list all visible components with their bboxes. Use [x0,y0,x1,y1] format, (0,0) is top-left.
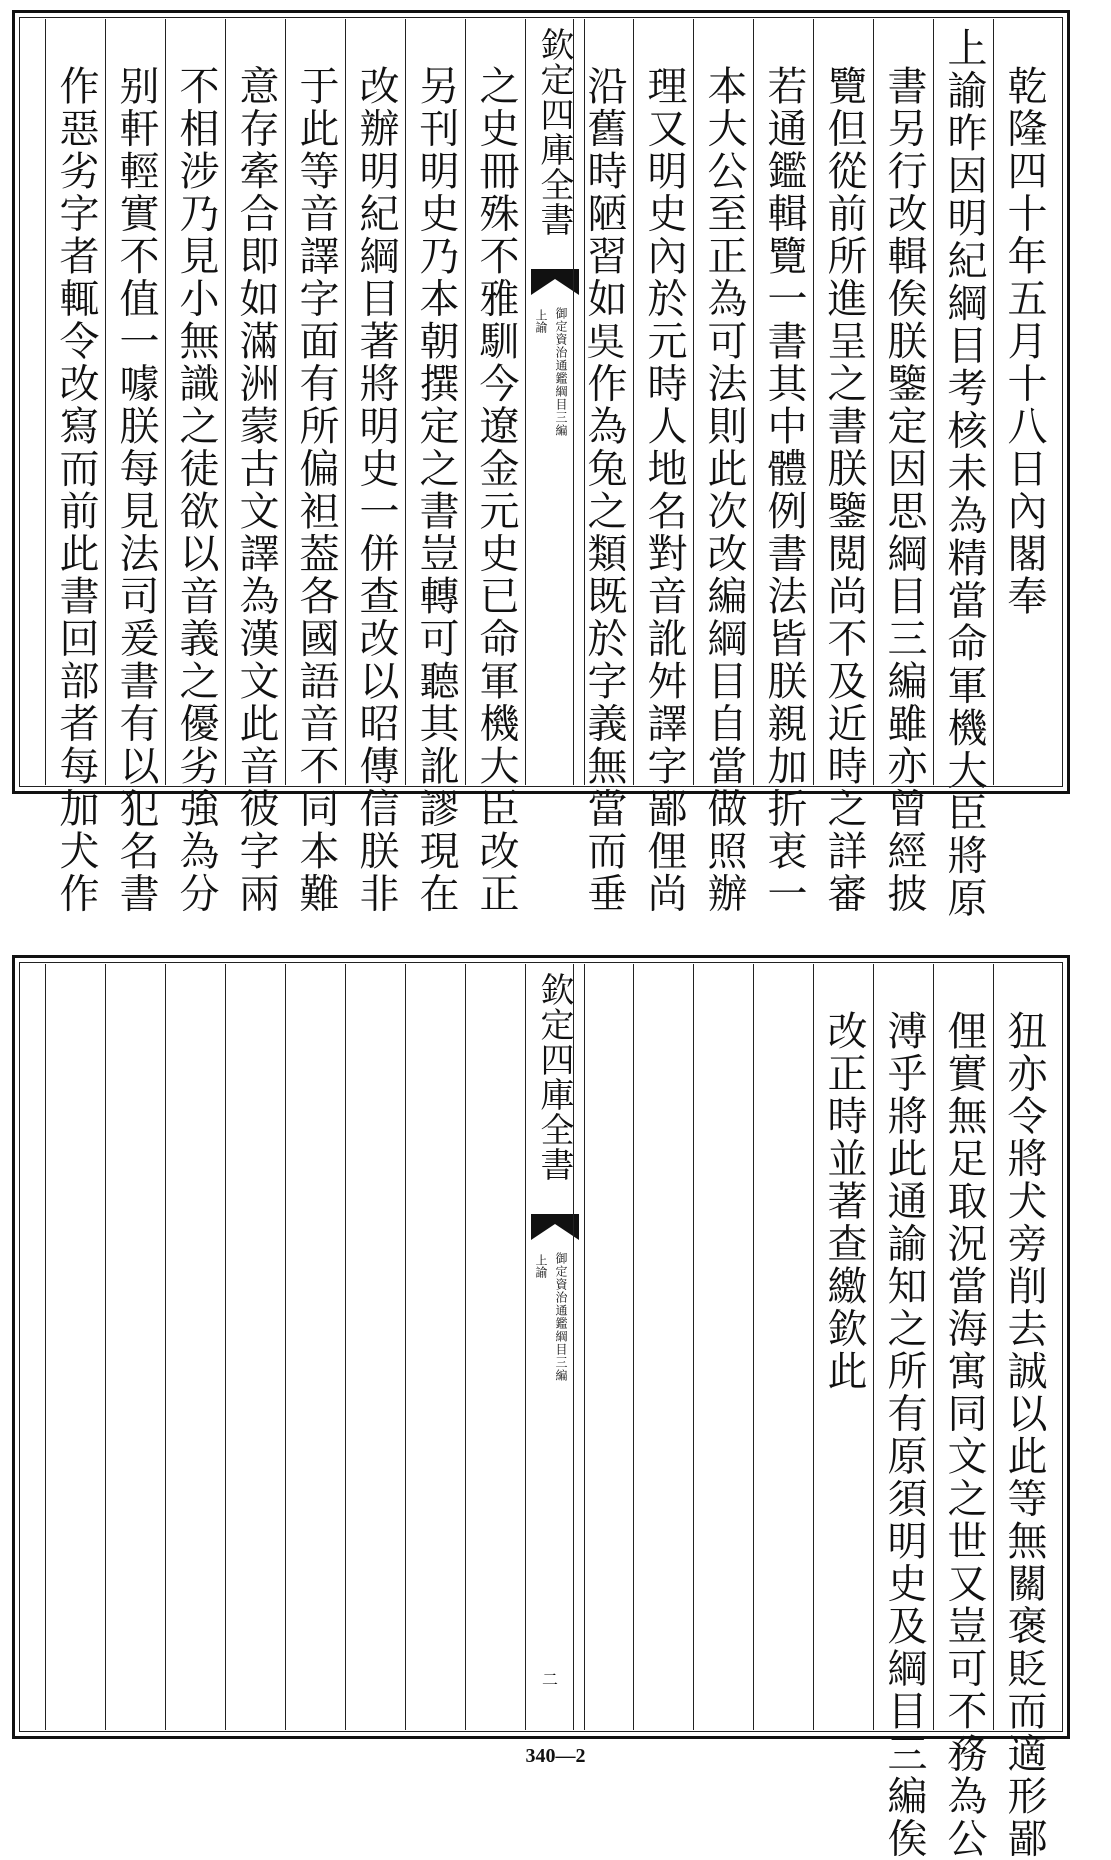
text-column [993,19,1053,785]
text-column [345,19,405,915]
book-title: 欽定四庫全書 [534,27,574,237]
column-text: 改正時並著查繳欽此 [821,1010,867,1393]
text-column [45,19,105,915]
column-text: 作惡劣字者輒令改寫而前此書回部者每加犬作 [53,65,99,915]
text-column [753,964,813,1730]
column-text: 上諭昨因明紀綱目考核未為精當命軍機大臣將原 [941,27,987,920]
text-column [813,964,873,1730]
text-column [633,19,693,915]
text-column [933,19,993,920]
text-column [633,964,693,1730]
column-text: 若通鑑輯覽一書其中體例書法皆朕親加折衷一 [761,65,807,915]
column-text: 書另行改輯俟朕鑒定因思綱目三編雖亦曾經披 [881,65,927,915]
page-number: 340—2 [525,1745,586,1767]
text-column [465,19,525,915]
text-column [465,964,525,1730]
section-label: 上諭 [534,1254,548,1278]
text-column [573,964,633,1730]
column-text: 改辦明紀綱目著將明史一併查改以昭傳信朕非 [353,65,399,915]
column-text: 沿舊時陋習如𣅳作為兔之類既於字義無當而垂 [581,65,627,915]
text-column [753,19,813,915]
column-text: 别軒輕實不值一噱朕每見法司爰書有以犯名書 [113,65,159,915]
work-title: 御定資治通鑑綱目三編 [554,1252,568,1382]
column-text: 俚實無足取況當海寓同文之世又豈可不務為公 [941,1010,987,1860]
text-column [813,19,873,915]
text-column [873,964,933,1860]
text-column [873,19,933,915]
text-column [405,19,465,915]
column-text: 溥乎將此通諭知之所有原須明史及綱目三編俟 [881,1010,927,1860]
column-text: 于此等音譯字面有所偏袒葢各國語音不同本難 [293,65,339,915]
column-text: 覽但從前所進呈之書朕鑒閲尚不及近時之詳審 [821,65,867,915]
fishtail-mark-icon [531,269,579,295]
text-column [45,964,105,1730]
text-column [993,964,1053,1860]
book-title: 欽定四庫全書 [534,972,574,1182]
text-column [405,964,465,1730]
text-column [693,964,753,1730]
text-column [345,964,405,1730]
text-column [285,964,345,1730]
work-title: 御定資治通鑑綱目三編 [554,307,568,437]
top-page [12,10,1070,920]
text-column [225,964,285,1730]
text-column [693,19,753,915]
column-text: 意存牽合即如滿洲蒙古文譯為漢文此音彼字兩 [233,65,279,915]
text-column [105,19,165,915]
text-column [225,19,285,915]
text-column [105,964,165,1730]
section-label: 上諭 [534,309,548,333]
column-text: 之史冊殊不雅馴今遼金元史已命軍機大臣改正 [473,65,519,915]
column-text: 本大公至正為可法則此次改編綱目自當做照辦 [701,65,747,915]
column-text: 不相涉乃見小無識之徒欲以音義之優劣強為分 [173,65,219,915]
text-column [165,964,225,1730]
fishtail-mark-icon [531,1214,579,1240]
text-column [573,19,633,915]
column-text: 狃亦令將犬旁削去誠以此等無關褒貶而適形鄙 [1001,1010,1047,1860]
column-text: 另刊明史乃本朝撰定之書豈轉可聽其訛謬現在 [413,65,459,915]
text-column [285,19,345,915]
column-text: 乾隆四十年五月十八日內閣奉 [1001,65,1047,618]
leaf-number: 二 [542,1670,559,1689]
text-column [933,964,993,1860]
column-text: 理又明史內於元時人地名對音訛舛譯字鄙俚尚 [641,65,687,915]
text-column [165,19,225,915]
